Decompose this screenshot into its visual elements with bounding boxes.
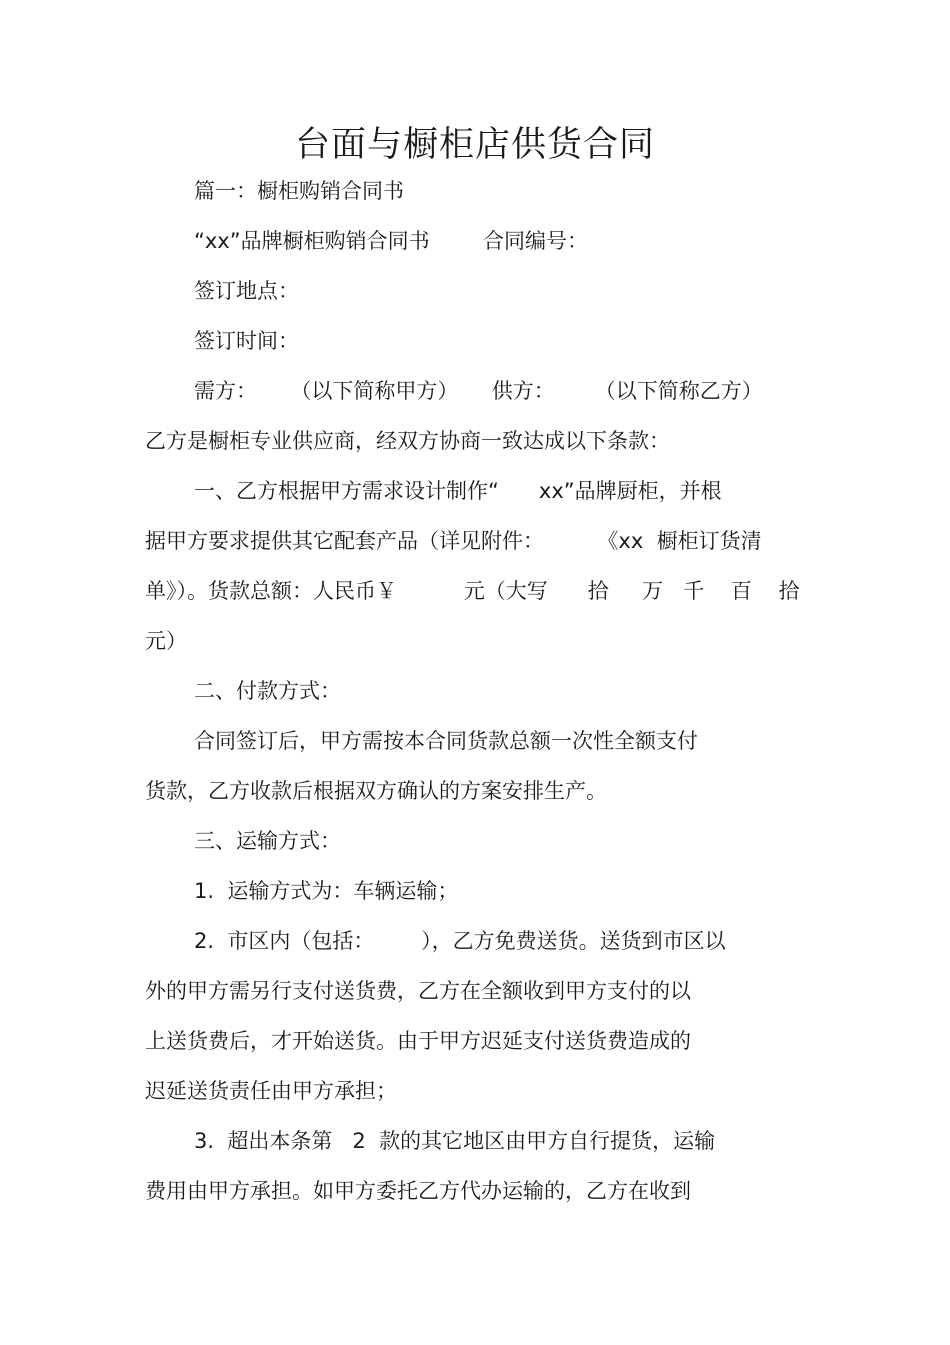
parties-line: 需方： （以下简称甲方） 供方： （以下简称乙方） [194, 379, 763, 403]
clause-one-line-3: 单》）。货款总额：人民币￥ 元（大写 拾 万 千 百 拾 [145, 579, 800, 603]
payment-line-2: 货款，乙方收款后根据双方确认的方案安排生产。 [145, 779, 607, 803]
signing-place: 签订地点： [194, 279, 299, 303]
transport-item-3-line-1: 3. 超出本条第 2 款的其它地区由甲方自行提货，运输 [194, 1129, 716, 1153]
agreement-intro: 乙方是橱柜专业供应商，经双方协商一致达成以下条款： [145, 429, 670, 453]
clause-one-line-1: 一、乙方根据甲方需求设计制作“ xx”品牌厨柜，并根 [194, 479, 722, 503]
transport-item-3-line-2: 费用由甲方承担。如甲方委托乙方代办运输的，乙方在收到 [145, 1179, 691, 1203]
transport-item-2-line-3: 上送货费后，才开始送货。由于甲方迟延支付送货费造成的 [145, 1029, 691, 1053]
payment-line-1: 合同签订后，甲方需按本合同货款总额一次性全额支付 [194, 729, 698, 753]
transport-item-2-line-4: 迟延送货责任由甲方承担； [145, 1079, 397, 1103]
clause-one-line-4: 元） [145, 629, 187, 653]
transport-item-1: 1. 运输方式为：车辆运输； [194, 879, 459, 903]
document-title: 台面与橱柜店供货合同 [294, 125, 655, 165]
transport-item-2-line-2: 外的甲方需另行支付送货费，乙方在全额收到甲方支付的以 [145, 979, 691, 1003]
section-heading-payment: 二、付款方式： [194, 679, 341, 703]
signing-time: 签订时间： [194, 329, 299, 353]
clause-one-line-2: 据甲方要求提供其它配套产品（详见附件： 《xx 橱柜订货清 [145, 529, 762, 553]
section-heading-part-one: 篇一：橱柜购销合同书 [194, 179, 404, 203]
section-heading-transport: 三、运输方式： [194, 829, 341, 853]
transport-item-2-line-1: 2. 市区内（包括： ），乙方免费送货。送货到市区以 [194, 929, 726, 953]
contract-name-and-number: “xx”品牌橱柜购销合同书 合同编号： [194, 229, 589, 253]
